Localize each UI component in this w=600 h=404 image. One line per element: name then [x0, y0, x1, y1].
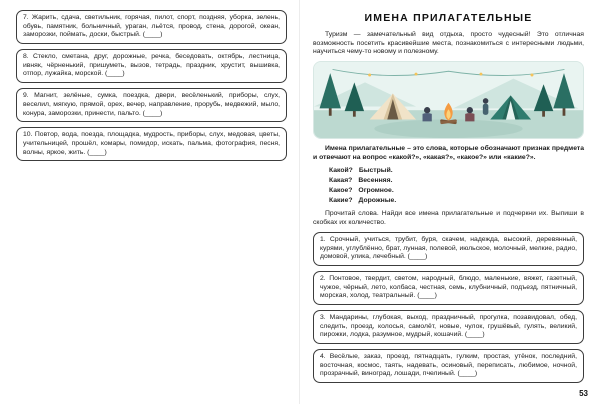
exercise-box-10 [16, 127, 287, 161]
garland-light [530, 74, 533, 77]
garland-light [479, 73, 482, 76]
definition-paragraph: Имена прилагательные – это слова, которые обозначают признак предмета и отвечают на вопрос «какой?», «какая?», «какое?» или «какие?». [313, 145, 584, 161]
page-title: ИМЕНА ПРИЛАГАТЕЛЬНЫЕ [364, 12, 533, 24]
question-word: Какая? [329, 176, 353, 184]
exercise-box-2 [313, 271, 584, 305]
example-line [329, 166, 584, 176]
intro-paragraph: Туризм — замечательный вид отдыха, просто чудесный! Это отличная возможность посетить красивейшие места, познакомиться с интересными людьми, научиться чему-то новому и полезному. [313, 31, 584, 56]
page-number: 53 [579, 389, 588, 398]
exercise-text: 9. Магнит, зелёные, сумка, поездка, двери, весёленький, приборы, слух, веселил, мягкую, прямой, орех, вечер, направление, прорубь, медвежий, мыло, конура, заморозки, принести, пальто. (____) [23, 92, 280, 117]
exercise-text: 2. Понтовое, твердит, светом, народный, блюдо, маленькие, вяжет, газетный, чужое, чёрный, лето, колбаса, честная, семь, клубничный, подъезд, пятничный, морская, холод, театральный. (____) [320, 274, 577, 300]
example-line [329, 196, 584, 206]
answer-word: Весенняя. [358, 176, 393, 184]
camping-scene-svg [314, 62, 583, 138]
garland-light [415, 73, 418, 76]
exercise-text: 8. Стекло, сметана, друг, дорожные, речка, беседовать, октябрь, лестница, ивняк, чёрненький, пришуметь, вызов, тетрадь, праздник, хрустит, вышивка, отпор, лужайка, морской. (____) [23, 53, 280, 78]
example-line [329, 186, 584, 196]
examples-list [329, 166, 584, 207]
exercise-text: 7. Жарить, сдача, светильник, горячая, пилот, спорт, поздняя, уборка, зелень, обувь, памятник, больничный, ураган, льётся, провод, стена, дорогой, океан, заморозки, поймать, доски, быстрый. (____) [23, 14, 280, 39]
question-word: Какое? [329, 187, 353, 195]
answer-word: Быстрый. [358, 166, 393, 174]
exercise-text: 4. Весёлые, заказ, проезд, пятнадцать, гулким, простая, утёнок, последний, восточная, космос, таять, надевать, осиновый, переписать, любимое, ночной, прозрачный, виноград, лошади, пчелиный. (____) [320, 353, 577, 378]
right-page [300, 0, 600, 404]
question-word: Какие? [329, 197, 353, 205]
exercise-box-8 [16, 49, 287, 83]
exercise-box-9 [16, 88, 287, 122]
task-instruction: Прочитай слова. Найди все имена прилагательные и подчеркни их. Выпиши в скобках их количество. [313, 210, 584, 227]
exercise-text: 3. Мандарины, глубокая, выход, праздничный, прогулка, позавидовал, обед, следить, проезд, колосья, самолёт, новые, чулок, грушёвый, гулять, великий, пирожки, лодка, разумное, мудрый, кошачий. (____) [320, 313, 577, 339]
exercise-text: 1. Срочный, учиться, трубит, буря, скачем, надежда, высокий, деревянный, курями, углублённо, брат, лунная, полевой, июльское, молочный, мелкие, радио, домовой, улика, лечебный. (____) [320, 235, 577, 261]
exercise-text: 10. Повтор, вода, поезда, площадка, мудрость, приборы, слух, медовая, цветы, учительницей, прошёл, комары, помидор, искать, пальма, фотография, песня, волны, яркое, жить. (____) [23, 131, 280, 156]
question-word: Какой? [329, 166, 353, 174]
exercise-box-3 [313, 310, 584, 344]
answer-word: Дорожные. [358, 197, 397, 205]
camper-standing [483, 98, 489, 115]
camping-illustration [313, 61, 584, 139]
exercise-box-7 [16, 10, 287, 44]
example-line [329, 176, 584, 186]
garland-light [368, 74, 371, 77]
answer-word: Огромное. [358, 187, 394, 195]
exercise-box-4 [313, 349, 584, 383]
exercise-box-1 [313, 232, 584, 266]
